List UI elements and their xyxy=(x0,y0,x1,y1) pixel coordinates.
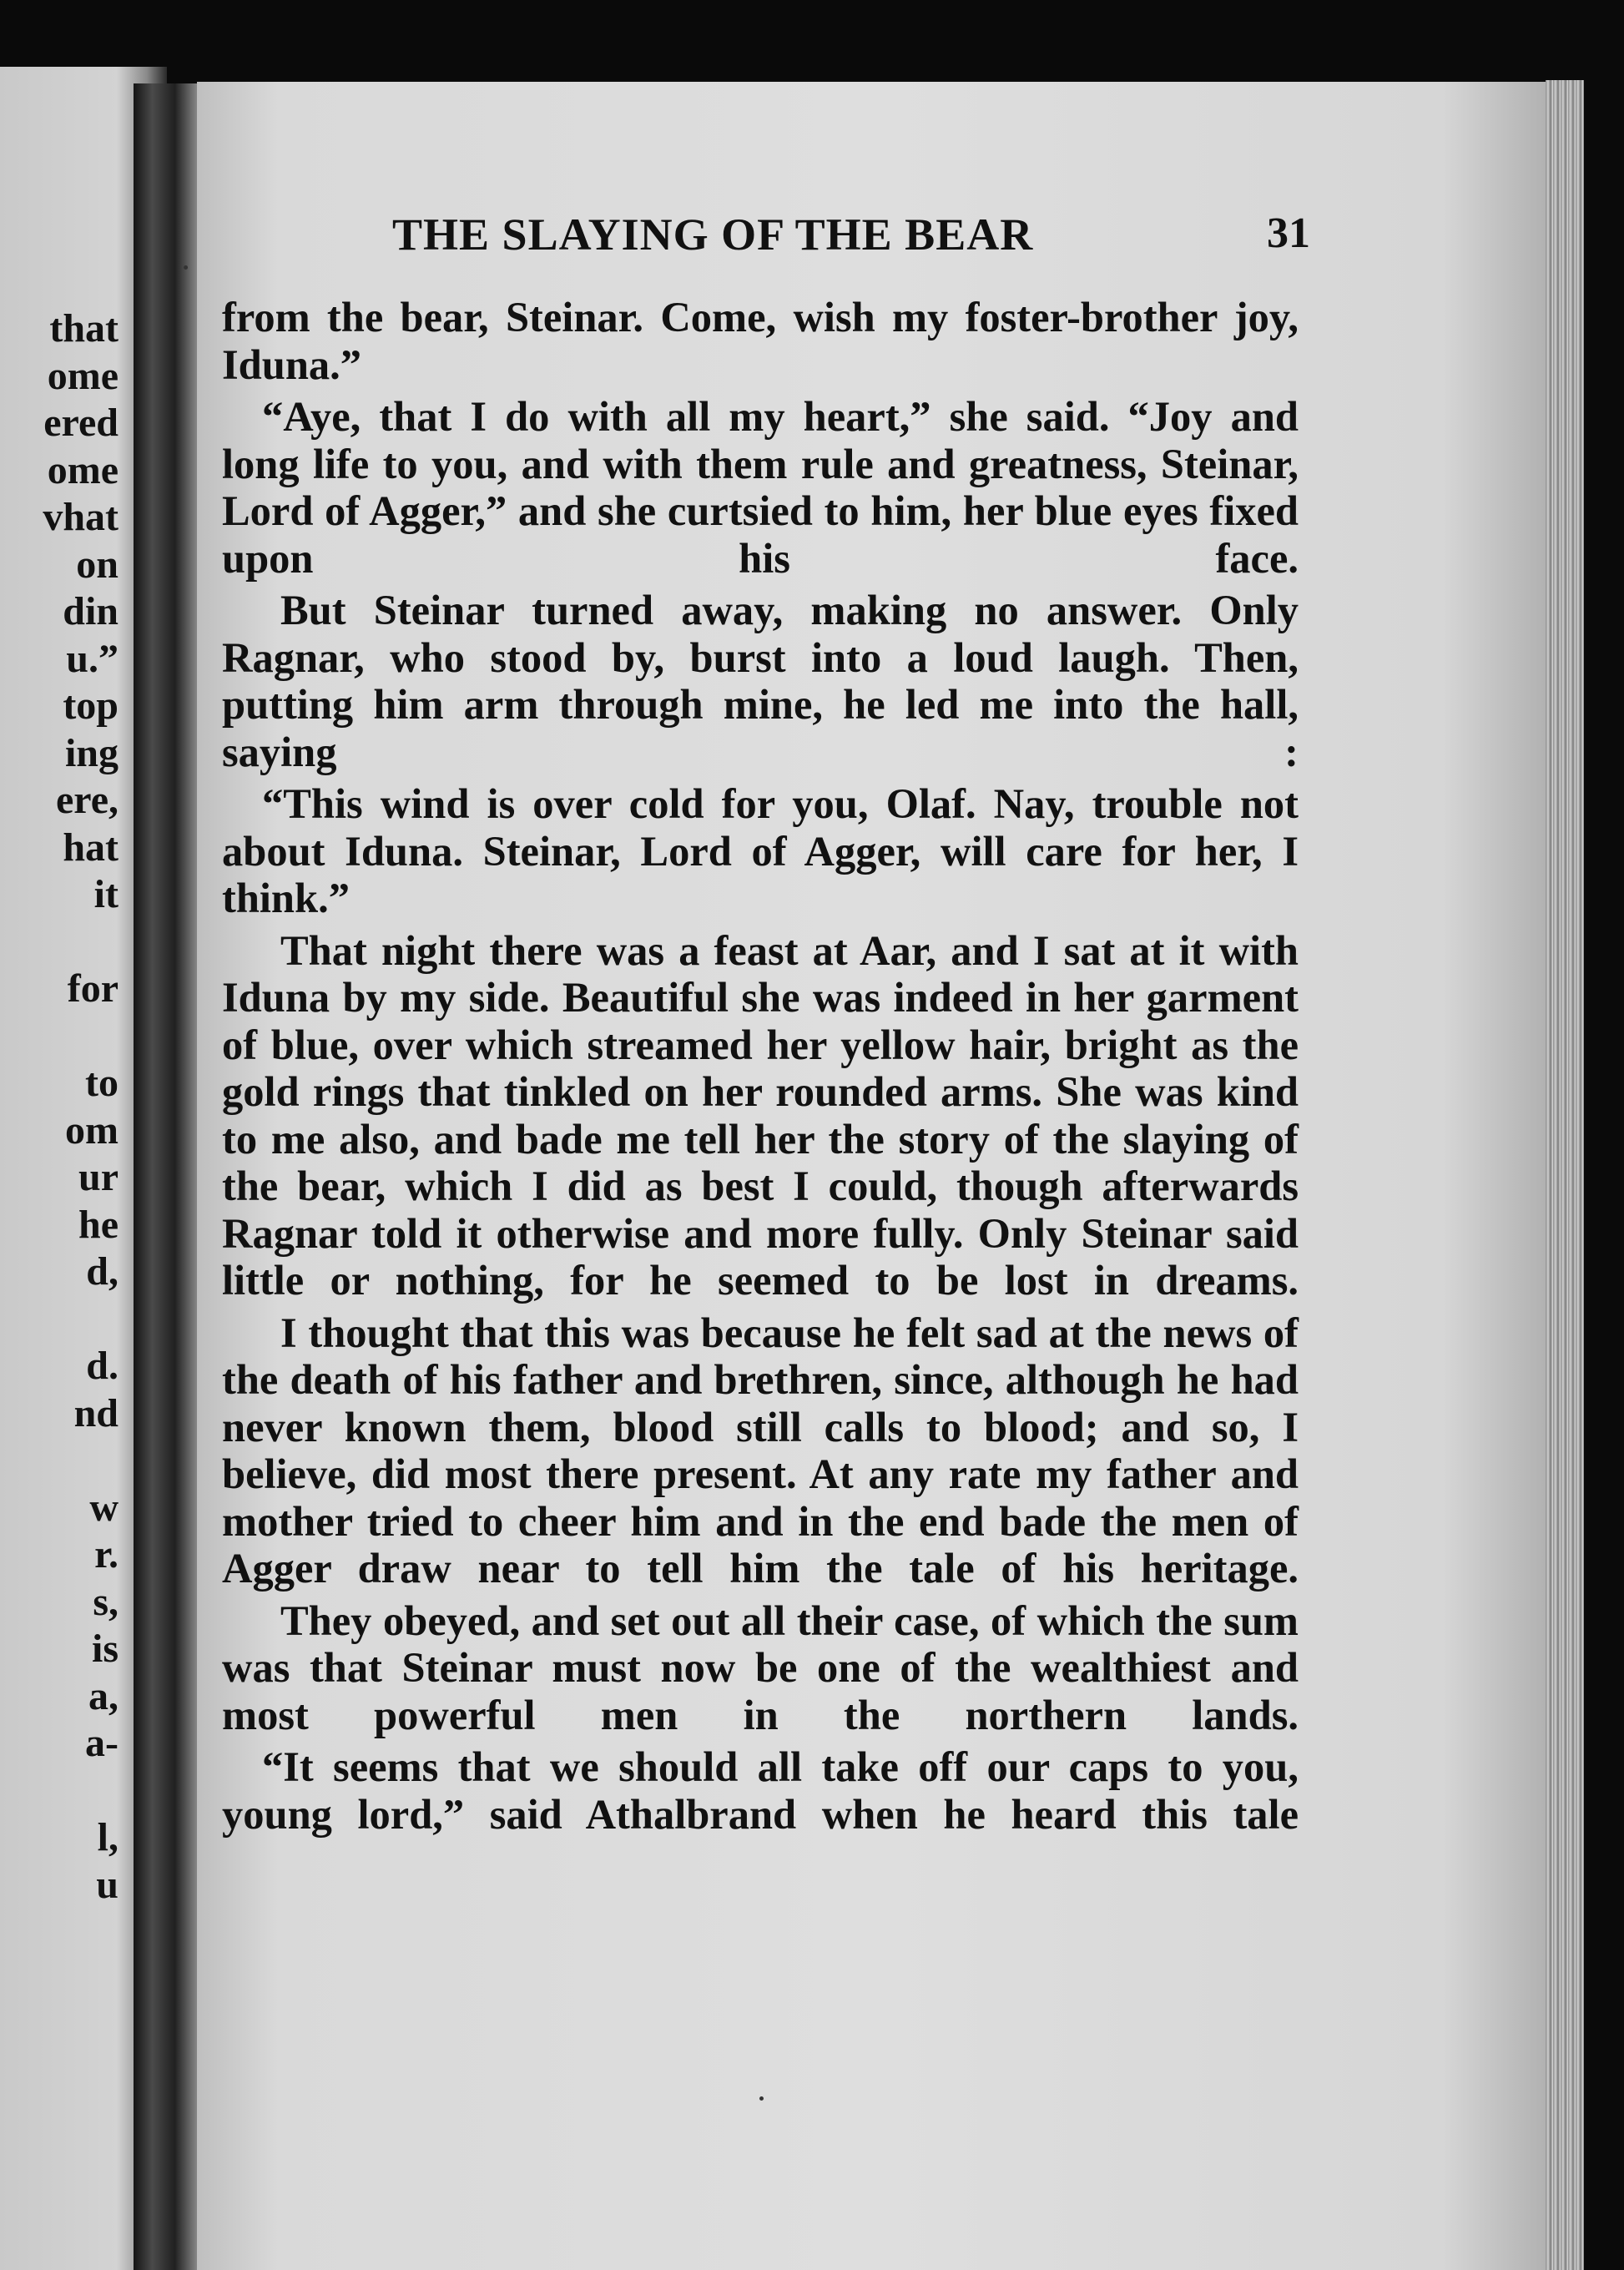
fragment-line: om xyxy=(65,1107,119,1153)
fragment-line: ing xyxy=(64,730,119,775)
fragment-line xyxy=(43,1296,119,1344)
fragment-line: that xyxy=(49,306,119,351)
fragment-line: d, xyxy=(86,1249,119,1294)
fragment-line xyxy=(43,1437,119,1485)
fragment-line: vhat xyxy=(43,495,119,539)
fragment-line: nd xyxy=(73,1390,119,1435)
fragment-line: ered xyxy=(43,401,119,445)
paragraph: But Steinar turned away, making no answer. Only Ragnar, who stood by, burst into a loud laugh. Then, putting him arm through mine, he led me into the hall, saying : xyxy=(222,587,1299,775)
fragment-line xyxy=(43,1768,119,1815)
paragraph: “This wind is over cold for you, Olaf. Nay, trouble not about Iduna. Steinar, Lord of Agger, will care for her, I think.” xyxy=(222,780,1299,921)
paragraph: “Aye, that I do with all my heart,” she said. “Joy and long life to you, and with them rule and greatness, Steinar, Lord of Agger,” and she curtsied to him, her blue eyes fixed upon his face. xyxy=(222,393,1299,582)
page-block-edge xyxy=(1546,80,1584,2270)
page-header xyxy=(392,209,1310,267)
fragment-line xyxy=(43,919,119,966)
fragment-line: hat xyxy=(63,825,119,870)
running-head: THE SLAYING OF THE BEAR xyxy=(392,209,1034,260)
dust-speck xyxy=(184,265,188,270)
fragment-line: l, xyxy=(97,1815,119,1859)
fragment-line: a, xyxy=(88,1673,119,1718)
paragraph: I thought that this was because he felt sad at the news of the death of his father and brethren, since, although he had never known them, blood still calls to blood; and so, I believe, did most there present. At any rate my father and mother tried to cheer him and in the end bade the men of Agger draw near to tell him the tale of his heritage. xyxy=(222,1309,1299,1592)
previous-page-text-fragments xyxy=(43,305,119,1909)
fragment-line: d. xyxy=(86,1344,119,1388)
fragment-line: ere, xyxy=(55,778,119,822)
fragment-line: r. xyxy=(94,1532,119,1576)
paragraph: from the bear, Steinar. Come, wish my foster-brother joy, Iduna.” xyxy=(222,294,1299,388)
fragment-line: s, xyxy=(93,1579,119,1624)
fragment-line: he xyxy=(78,1202,119,1247)
fragment-line: u xyxy=(96,1862,119,1907)
fragment-line: a- xyxy=(85,1721,119,1765)
fragment-line xyxy=(43,1013,119,1061)
fragment-line: w xyxy=(89,1485,119,1530)
paragraph: That night there was a feast at Aar, and I sat at it with Iduna by my side. Beautiful she was indeed in her garment of blue, over which streamed her yellow hair, bright as the gold rings that tinkled on her rounded arms. She was kind to me also, and bade me tell her the story of the slaying of the bear, which I did as best I could, though afterwards Ragnar told it otherwise and more fully. Only Steinar said little or nothing, for he seemed to be lost in dreams. xyxy=(222,926,1299,1304)
fragment-line: ur xyxy=(78,1155,119,1199)
paragraph: “It seems that we should all take off our caps to you, young lord,” said Athalbrand when he heard this tale xyxy=(222,1743,1299,1838)
dust-speck xyxy=(759,2096,764,2101)
fragment-line: top xyxy=(63,684,119,728)
fragment-line: u.” xyxy=(66,636,119,681)
fragment-line: ome xyxy=(47,447,119,492)
fragment-line: is xyxy=(91,1627,119,1671)
fragment-line: ome xyxy=(47,353,119,398)
fragment-line: on xyxy=(76,542,119,587)
fragment-line: din xyxy=(63,589,119,633)
body-text xyxy=(222,294,1299,1843)
paragraph: They obeyed, and set out all their case, of which the sum was that Steinar must now be one of the wealthiest and most powerful men in the northern lands. xyxy=(222,1597,1299,1738)
fragment-line: for xyxy=(67,966,119,1011)
fragment-line: it xyxy=(93,872,119,916)
page-number: 31 xyxy=(1267,209,1310,257)
fragment-line: to xyxy=(85,1061,119,1105)
